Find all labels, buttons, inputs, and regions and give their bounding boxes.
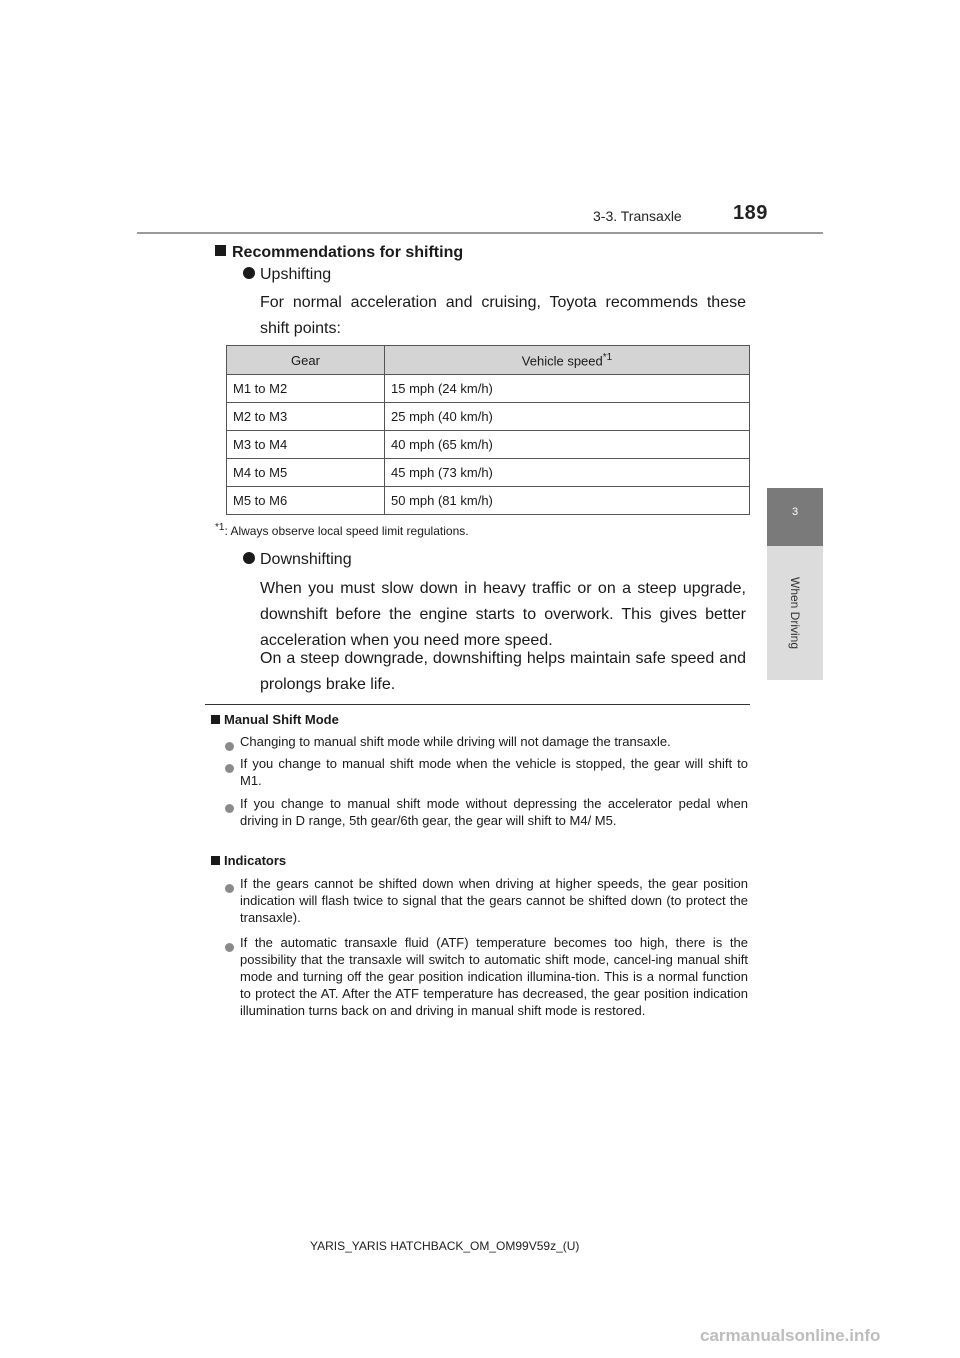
table-cell-speed: 15 mph (24 km/h) xyxy=(385,375,750,403)
circle-bullet-icon xyxy=(243,267,255,279)
downshifting-heading: Downshifting xyxy=(243,551,352,569)
manual-shift-note: Changing to manual shift mode while driving will not damage the transaxle. xyxy=(240,734,671,749)
table-header-row xyxy=(227,346,750,375)
indicators-heading: Indicators xyxy=(211,853,286,868)
bullet-dot-icon xyxy=(225,939,234,957)
square-bullet-icon xyxy=(215,245,226,256)
square-bullet-icon xyxy=(211,715,220,724)
section-title: 3-3. Transaxle xyxy=(593,208,682,224)
manual-shift-heading: Manual Shift Mode xyxy=(211,712,339,727)
table-row xyxy=(227,459,750,487)
table-row xyxy=(227,431,750,459)
manual-shift-note: If you change to manual shift mode when the vehicle is stopped, the gear will shift to M1. xyxy=(240,756,748,788)
table-cell-speed: 45 mph (73 km/h) xyxy=(385,459,750,487)
table-cell-speed: 40 mph (65 km/h) xyxy=(385,431,750,459)
circle-bullet-icon xyxy=(243,552,255,564)
table-cell-gear: M3 to M4 xyxy=(227,431,385,459)
section-divider xyxy=(205,704,750,705)
bullet-dot-icon xyxy=(225,880,234,898)
table-cell-speed: 25 mph (40 km/h) xyxy=(385,403,750,431)
bullet-dot-icon xyxy=(225,738,234,756)
page-number: 189 xyxy=(733,202,768,224)
table-footnote: $^{*1}$: Always observe local speed limit regulations. xyxy=(215,522,469,538)
table-cell-gear: M5 to M6 xyxy=(227,487,385,515)
table-cell-gear: M1 to M2 xyxy=(227,375,385,403)
indicators-note: If the gears cannot be shifted down when driving at higher speeds, the gear position indication will flash twice to signal that the gears cannot be shifted down (to protect the transaxle). xyxy=(240,876,748,925)
chapter-tab-label: When Driving xyxy=(788,576,802,650)
document-id: YARIS_YARIS HATCHBACK_OM_OM99V59z_(U) xyxy=(310,1239,580,1253)
table-header-speed: Vehicle speed$^{*1}$ xyxy=(385,346,750,375)
watermark: carmanualsonline.info xyxy=(700,1326,881,1345)
upshifting-text: For normal acceleration and cruising, Toyota recommends these shift points: xyxy=(260,294,746,337)
table-row xyxy=(227,403,750,431)
table-row xyxy=(227,375,750,403)
upshifting-heading: Upshifting xyxy=(243,266,331,284)
table-header-gear: Gear xyxy=(227,346,385,375)
manual-shift-note: If you change to manual shift mode without depressing the accelerator pedal when driving in D range, 5th gear/6th gear, the gear will shift to M4/ M5. xyxy=(240,796,748,828)
table-cell-speed: 50 mph (81 km/h) xyxy=(385,487,750,515)
bullet-dot-icon xyxy=(225,800,234,818)
bullet-dot-icon xyxy=(225,760,234,778)
table-cell-gear: M2 to M3 xyxy=(227,403,385,431)
square-bullet-icon xyxy=(211,856,220,865)
shift-points-table xyxy=(226,345,750,515)
indicators-note: If the automatic transaxle fluid (ATF) temperature becomes too high, there is the possibility that the transaxle will switch to automatic shift mode, cancel-ing manual shift mode and turning off the gear position indication illumina-tion. This is a normal function to protect the AT. After the ATF temperature has decreased, the gear position indication illumination turns back on and driving in manual shift mode is restored. xyxy=(240,935,748,1018)
header-divider xyxy=(137,232,823,234)
downshifting-text: When you must slow down in heavy traffic or on a steep upgrade, downshift before the engine starts to overwork. This gives better acceleration when you need more speed. xyxy=(260,580,746,649)
downgrade-text: On a steep downgrade, downshifting helps maintain safe speed and prolongs brake life. xyxy=(260,650,746,693)
table-cell-gear: M4 to M5 xyxy=(227,459,385,487)
recommendations-heading: Recommendations for shifting xyxy=(215,244,463,262)
table-row xyxy=(227,487,750,515)
chapter-tab-number: 3 xyxy=(791,506,799,518)
